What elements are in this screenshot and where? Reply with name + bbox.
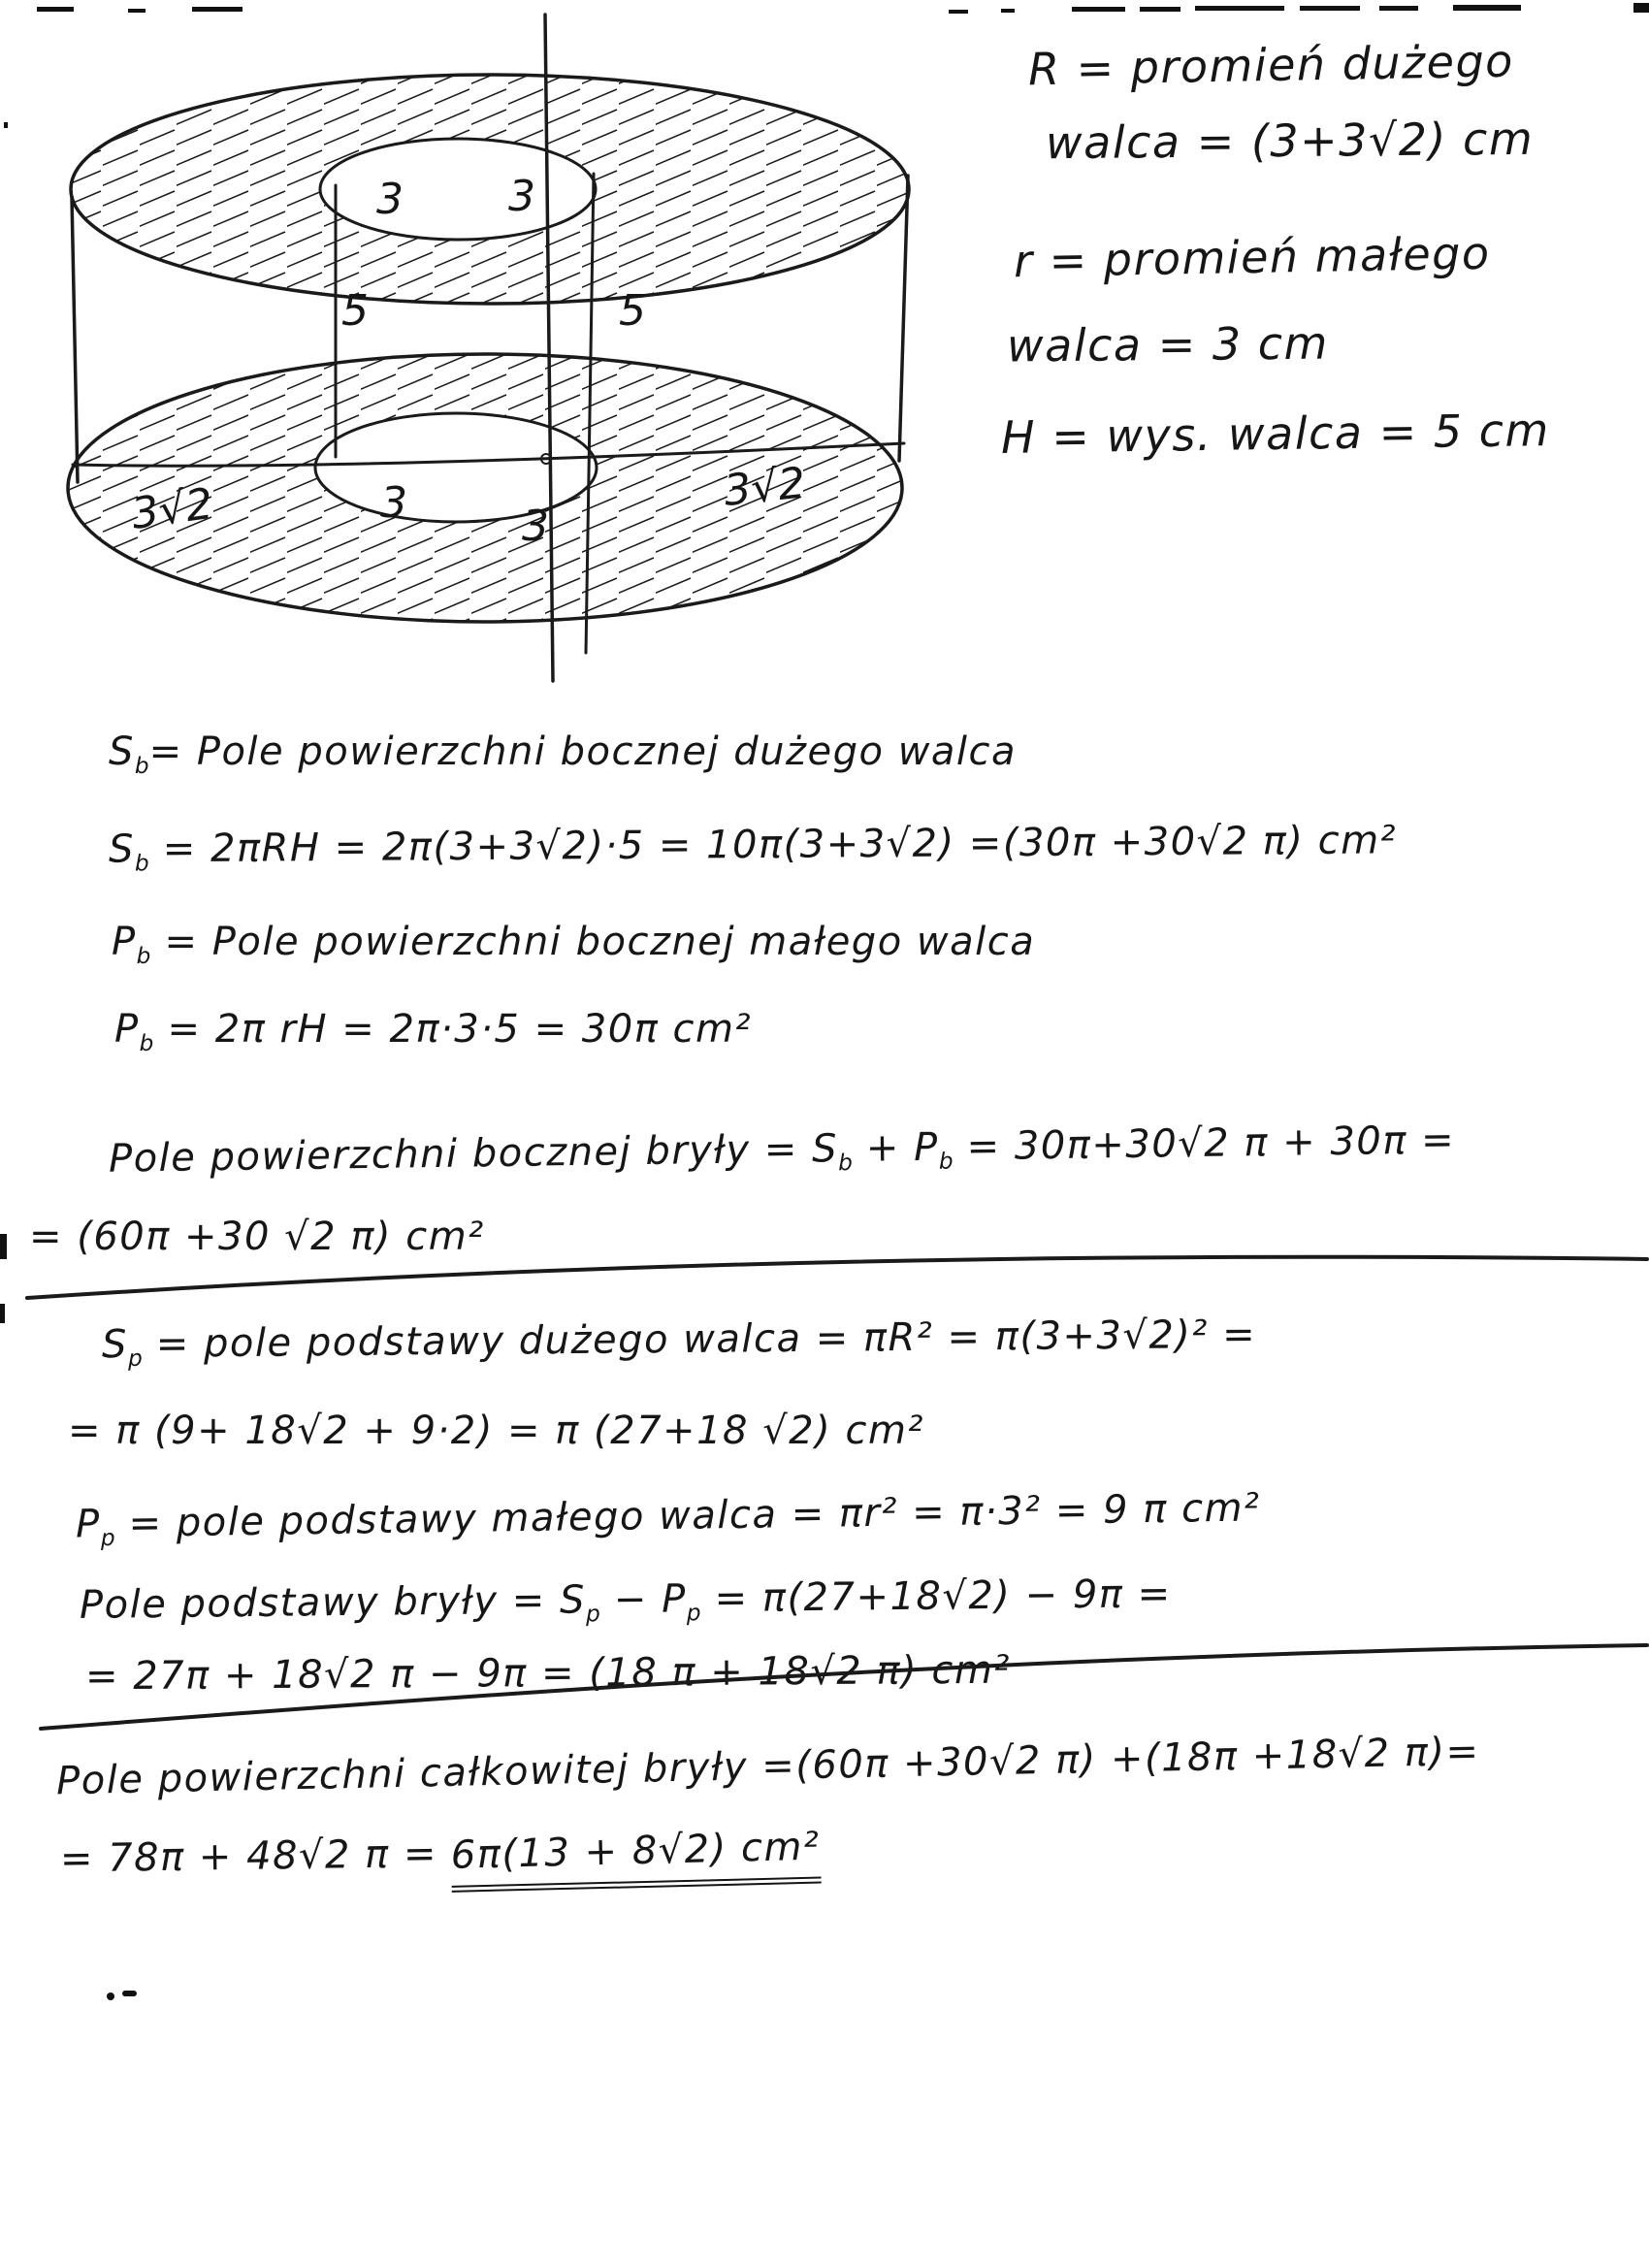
calc-line-sp-result bbox=[68, 1409, 924, 1453]
scan-artifact bbox=[192, 7, 242, 12]
label-height-left: 5 bbox=[341, 286, 369, 336]
math-text: − P bbox=[599, 1576, 687, 1623]
math-text: = Pole powierzchni bocznej dużego walca bbox=[148, 729, 1018, 774]
subscript-text: b bbox=[938, 1148, 954, 1175]
math-text: P bbox=[75, 1502, 101, 1547]
calc-line-pb-formula bbox=[114, 1007, 752, 1056]
math-text: = pole podstawy małego walca = πr² = π·3² = 9 π cm² bbox=[114, 1485, 1261, 1546]
math-text: = 2π rH = 2π·3·5 = 30π cm² bbox=[153, 1007, 752, 1052]
scan-artifact bbox=[1300, 6, 1360, 11]
scan-artifact bbox=[1140, 7, 1180, 12]
scan-artifact bbox=[1001, 9, 1015, 13]
label-height-right: 5 bbox=[619, 286, 646, 336]
outer-side-line-left bbox=[72, 197, 78, 482]
definition-R-line2: walca = (3+3√2) cm bbox=[1045, 112, 1535, 170]
math-text: = Pole powierzchni bocznej małego walca bbox=[150, 920, 1036, 964]
calc-line-pp-formula bbox=[76, 1485, 1261, 1551]
math-text: = 27π + 18√2 π − 9π = (18 π + 18√2 π) cm² bbox=[84, 1647, 1012, 1700]
math-text: Pole powierzchni całkowitej bryły =(60π +30√2 π) +(18π +18√2 π)= bbox=[55, 1729, 1480, 1804]
subscript-text: p bbox=[686, 1600, 701, 1627]
subscript-text: p bbox=[127, 1345, 143, 1372]
scan-artifact bbox=[1379, 6, 1418, 11]
calc-line-sb-formula bbox=[109, 818, 1397, 876]
separator-line-1 bbox=[27, 1257, 1647, 1298]
subscript-text: b bbox=[139, 1030, 154, 1056]
math-text: = 30π+30√2 π + 30π = bbox=[953, 1118, 1456, 1170]
label-bottom-outer-right: 3√2 bbox=[721, 458, 808, 516]
subscript-text: b bbox=[837, 1149, 854, 1177]
label-top-inner-radius-right: 3 bbox=[508, 172, 535, 221]
underlined-answer-text: 6π(13 + 8√2) cm² bbox=[451, 1825, 822, 1893]
calc-line-lateral-total bbox=[109, 1118, 1456, 1185]
subscript-text: p bbox=[585, 1601, 600, 1628]
scan-artifact bbox=[1453, 5, 1521, 11]
scan-artifact bbox=[1633, 3, 1649, 13]
calc-line-base-result bbox=[85, 1648, 1011, 1700]
label-top-inner-radius-left: 3 bbox=[376, 175, 404, 224]
math-text: + P bbox=[852, 1124, 940, 1171]
scan-artifact bbox=[1072, 7, 1125, 12]
math-text: S bbox=[108, 826, 136, 872]
definition-R-line1: R = promień dużego bbox=[1027, 34, 1515, 96]
outer-side-line-right bbox=[899, 176, 908, 461]
definition-r-line2: walca = 3 cm bbox=[1006, 316, 1330, 373]
calc-line-lateral-result bbox=[29, 1215, 485, 1259]
subscript-text: b bbox=[136, 943, 151, 969]
scan-artifact bbox=[107, 1993, 114, 2000]
definition-r-line1: r = promień małego bbox=[1013, 226, 1491, 288]
calc-line-base-total bbox=[80, 1571, 1172, 1633]
definition-H-line: H = wys. walca = 5 cm bbox=[1000, 404, 1551, 464]
cylinder-diagram bbox=[29, 5, 965, 698]
scan-artifact bbox=[4, 122, 8, 128]
math-text: = pole podstawy dużego walca = πR² = π(3+3√2)² = bbox=[142, 1312, 1257, 1367]
inner-bottom-ellipse bbox=[315, 413, 597, 522]
scan-artifact bbox=[122, 1991, 137, 1996]
math-text: P bbox=[114, 1007, 140, 1052]
scan-artifact bbox=[37, 7, 74, 12]
scan-artifact bbox=[0, 1234, 7, 1259]
calc-line-final-answer bbox=[59, 1824, 822, 1896]
scan-artifact bbox=[128, 9, 146, 13]
subscript-text: b bbox=[134, 850, 149, 877]
subscript-text: p bbox=[100, 1524, 115, 1552]
math-text: S bbox=[109, 729, 135, 774]
calc-line-sb-description bbox=[109, 729, 1017, 779]
label-bottom-inner-right: 3 bbox=[522, 502, 549, 551]
math-text: P bbox=[112, 920, 137, 964]
inner-top-ellipse bbox=[320, 139, 596, 240]
math-text: = 78π + 48√2 π = bbox=[59, 1831, 452, 1882]
math-text: S bbox=[101, 1321, 129, 1368]
calc-line-sp-formula bbox=[102, 1312, 1257, 1372]
math-text: = π (9+ 18√2 + 9·2) = π (27+18 √2) cm² bbox=[68, 1409, 924, 1453]
math-text: = (60π +30 √2 π) cm² bbox=[29, 1215, 485, 1259]
math-text: Pole powierzchni bocznej bryły = S bbox=[108, 1126, 839, 1182]
calc-line-pb-description bbox=[112, 920, 1035, 969]
math-text: = π(27+18√2) − 9π = bbox=[700, 1571, 1172, 1622]
math-text: = 2πRH = 2π(3+3√2)·5 = 10π(3+3√2) =(30π +30√2 π) cm² bbox=[148, 818, 1398, 872]
label-bottom-inner-left: 3 bbox=[380, 478, 407, 528]
scan-artifact bbox=[0, 1304, 5, 1323]
scan-artifact bbox=[949, 10, 968, 14]
math-text: Pole podstawy bryły = S bbox=[79, 1577, 587, 1628]
scan-artifact bbox=[1195, 6, 1284, 11]
subscript-text: b bbox=[134, 753, 149, 779]
calc-line-total-surface bbox=[56, 1730, 1480, 1804]
label-bottom-outer-left: 3√2 bbox=[128, 478, 216, 539]
